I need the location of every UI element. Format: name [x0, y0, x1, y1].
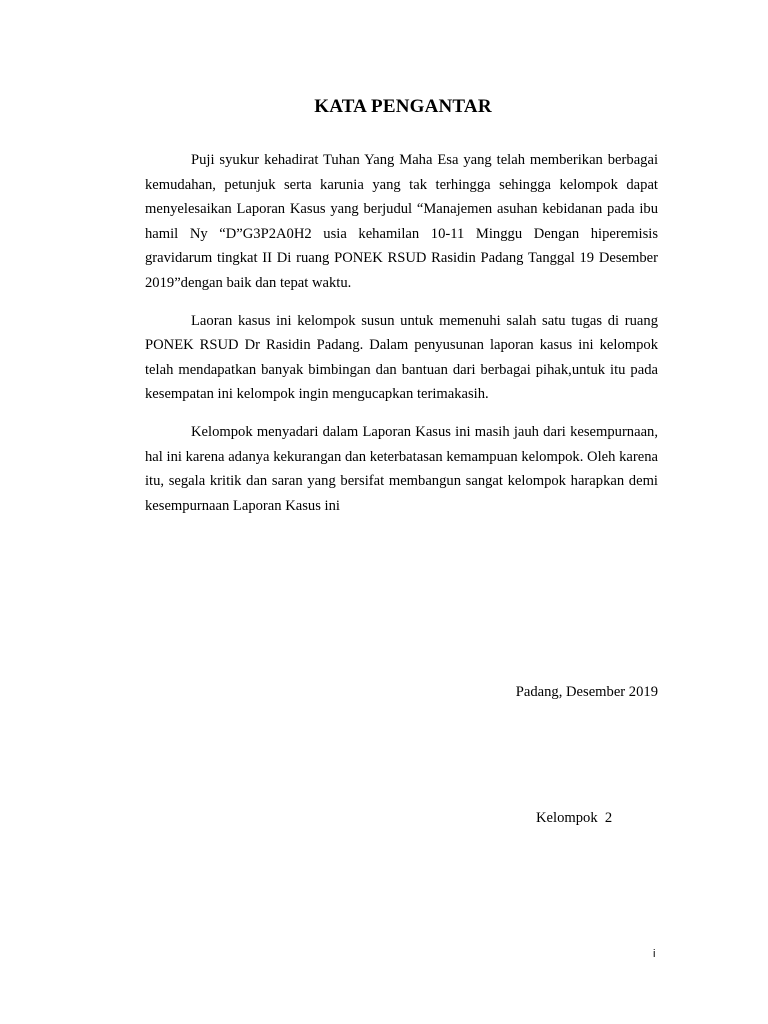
paragraph-1: Puji syukur kehadirat Tuhan Yang Maha Esa yang telah memberikan berbagai kemudahan, petunjuk serta karunia yang tak terhingga sehingga kelompok dapat menyelesaikan Laporan Kasus yang berjudul “Manajemen asuhan kebidanan pada ibu hamil Ny “D”G3P2A0H2 usia kehamilan 10-11 Minggu Dengan hiperemisis gravidarum tingkat II Di ruang PONEK RSUD Rasidin Padang Tanggal 19 Desember 2019”dengan baik dan tepat waktu.: [145, 152, 658, 291]
paragraph-2: Laoran kasus ini kelompok susun untuk memenuhi salah satu tugas di ruang PONEK RSUD Dr Rasidin Padang. Dalam penyusunan laporan kasus ini kelompok telah mendapatkan banyak bimbingan dan bantuan dari berbagai pihak,untuk itu pada kesempatan ini kelompok ingin mengucapkan terimakasih.: [145, 312, 658, 403]
place-date: Padang, Desember 2019: [515, 684, 658, 700]
page-title: KATA PENGANTAR: [314, 96, 492, 117]
body-text: [145, 148, 658, 531]
page-number: i: [653, 948, 656, 960]
paragraph-3: Kelompok menyadari dalam Laporan Kasus ini masih jauh dari kesempurnaan, hal ini karena adanya kekurangan dan keterbatasan kemampuan kelompok. Oleh karena itu, segala kritik dan saran yang bersifat membangun sangat kelompok harapkan demi kesempurnaan Laporan Kasus ini: [145, 423, 658, 514]
signatory: Kelompok 2: [536, 810, 613, 826]
